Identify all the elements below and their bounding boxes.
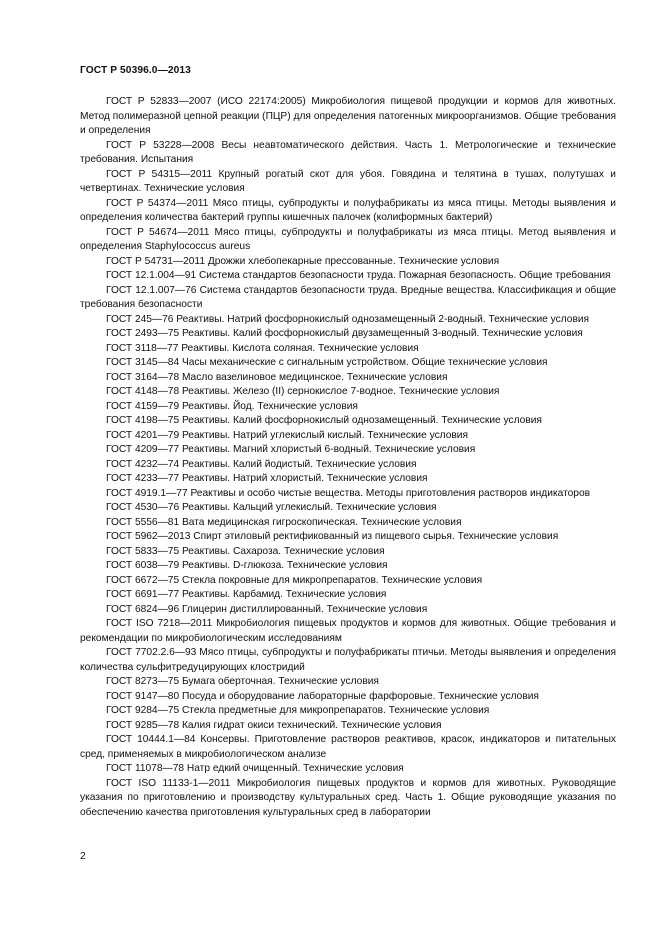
reference-item: ГОСТ 9147—80 Посуда и оборудование лабораторные фарфоровые. Технические условия xyxy=(106,690,539,702)
reference-item: ГОСТ 6672—75 Стекла покровные для микропрепаратов. Технические условия xyxy=(106,574,483,586)
reference-item: ГОСТ 3164—78 Масло вазелиновое медицинское. Технические условия xyxy=(106,371,448,383)
reference-item: ГОСТ 10444.1—84 Консервы. Приготовление растворов реактивов, красок, индикаторов и питательных сред, применяемых в микробиологическом анализе xyxy=(80,734,616,760)
page-number: 2 xyxy=(80,851,86,862)
reference-item: ГОСТ 245—76 Реактивы. Натрий фосфорнокислый однозамещенный 2-водный. Технические условия xyxy=(106,313,590,325)
reference-item: ГОСТ ISO 7218—2011 Микробиология пищевых продуктов и кормов для животных. Общие требования и рекомендации по микробиологическим исследованиям xyxy=(80,618,616,644)
reference-item: ГОСТ Р 52833—2007 (ИСО 22174:2005) Микробиология пищевой продукции и кормов для животных. Метод полимеразной цепной реакции (ПЦР) для определения патогенных микроорганизмов. Общие требования и определения xyxy=(80,96,616,136)
reference-item: ГОСТ 4159—79 Реактивы. Йод. Технические условия xyxy=(106,400,358,412)
reference-item: ГОСТ 5556—81 Вата медицинская гигроскопическая. Технические условия xyxy=(106,516,462,528)
reference-item: ГОСТ 4209—77 Реактивы. Магний хлористый 6-водный. Технические условия xyxy=(106,444,476,455)
reference-item: ГОСТ ISO 11133-1—2011 Микробиология пищевых продуктов и кормов для животных. Руководящие указания по приготовлению и производству культуральных сред. Часть 1. Общие руководящие указания по обеспечению качества приготовления культуральных сред в лаборатории xyxy=(80,777,616,818)
reference-item: ГОСТ 4919.1—77 Реактивы и особо чистые вещества. Методы приготовления растворов индикаторов xyxy=(106,487,591,499)
document-header-code: ГОСТ Р 50396.0—2013 xyxy=(80,65,191,76)
reference-item: ГОСТ 4530—76 Реактивы. Кальций углекислый. Технические условия xyxy=(106,502,437,513)
reference-item: ГОСТ 5962—2013 Спирт этиловый ректификованный из пищевого сырья. Технические условия xyxy=(106,531,559,542)
reference-item: ГОСТ Р 54374—2011 Мясо птицы, субпродукты и полуфабрикаты из мяса птицы. Методы выявления и определения количества бактерий группы кишечных палочек (колиформных бактерий) xyxy=(80,197,616,223)
reference-item: ГОСТ 4198—75 Реактивы. Калий фосфорнокислый однозамещенный. Технические условия xyxy=(106,415,542,426)
reference-item: ГОСТ 6691—77 Реактивы. Карбамид. Технические условия xyxy=(106,589,387,600)
reference-item: ГОСТ 4148—78 Реактивы. Железо (II) сернокислое 7-водное. Технические условия xyxy=(106,386,500,397)
reference-item: ГОСТ 8273—75 Бумага оберточная. Технические условия xyxy=(106,676,379,687)
reference-item: ГОСТ 4232—74 Реактивы. Калий йодистый. Технические условия xyxy=(106,458,417,470)
reference-item: ГОСТ 9284—75 Стекла предметные для микропрепаратов. Технические условия xyxy=(106,705,490,716)
reference-item: ГОСТ 12.1.007—76 Система стандартов безопасности труда. Вредные вещества. Классификация и общие требования безопасности xyxy=(80,284,616,310)
reference-item: ГОСТ Р 54674—2011 Мясо птицы, субпродукты и полуфабрикаты из мяса птицы. Метод выявления и определения Staphylococcus aureus xyxy=(80,226,616,252)
reference-item: ГОСТ 3118—77 Реактивы. Кислота соляная. Технические условия xyxy=(106,342,419,354)
reference-item: ГОСТ 4201—79 Реактивы. Натрий углекислый кислый. Технические условия xyxy=(106,429,469,441)
reference-item: ГОСТ 3145—84 Часы механические с сигнальным устройством. Общие технические условия xyxy=(106,357,548,368)
reference-item: ГОСТ 7702.2.6—93 Мясо птицы, субпродукты и полуфабрикаты птичьи. Методы выявления и определения количества сульфитредуцирующих клостридий xyxy=(80,647,616,673)
normative-references-list xyxy=(80,95,616,820)
reference-item: ГОСТ Р 54731—2011 Дрожжи хлебопекарные прессованные. Технические условия xyxy=(106,255,500,267)
reference-item: ГОСТ Р 54315—2011 Крупный рогатый скот для убоя. Говядина и телятина в тушах, полутушах и четвертинах. Технические условия xyxy=(80,168,616,194)
reference-item: ГОСТ 9285—78 Калия гидрат окиси технический. Технические условия xyxy=(106,719,442,731)
reference-item: ГОСТ 6824—96 Глицерин дистиллированный. Технические условия xyxy=(106,603,428,615)
reference-item: ГОСТ 11078—78 Натр едкий очищенный. Технические условия xyxy=(106,763,404,774)
reference-item: ГОСТ 2493—75 Реактивы. Калий фосфорнокислый двузамещенный 3-водный. Технические условия xyxy=(106,328,583,339)
reference-item: ГОСТ Р 53228—2008 Весы неавтоматического действия. Часть 1. Метрологические и технические требования. Испытания xyxy=(80,139,616,165)
reference-item: ГОСТ 4233—77 Реактивы. Натрий хлористый. Технические условия xyxy=(106,473,428,484)
reference-item: ГОСТ 5833—75 Реактивы. Сахароза. Технические условия xyxy=(106,545,385,557)
reference-item: ГОСТ 6038—79 Реактивы. D-глюкоза. Технические условия xyxy=(106,560,388,571)
reference-item: ГОСТ 12.1.004—91 Система стандартов безопасности труда. Пожарная безопасность. Общие требования xyxy=(106,270,611,281)
